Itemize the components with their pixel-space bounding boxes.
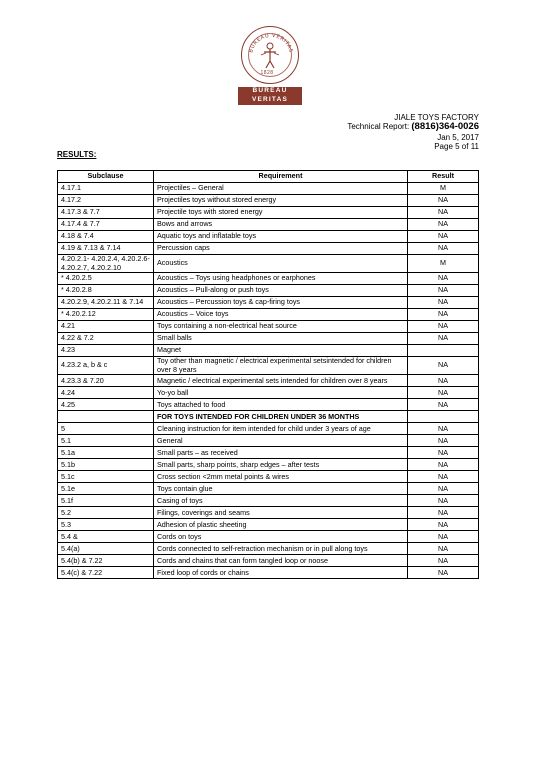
- table-row: [58, 483, 479, 495]
- cell-requirement: Acoustics: [154, 255, 408, 273]
- table-row: [58, 255, 479, 273]
- cell-requirement: Filings, coverings and seams: [154, 507, 408, 519]
- wordmark-top: BUREAU: [252, 87, 288, 94]
- cell-result: NA: [408, 447, 479, 459]
- cell-result: NA: [408, 459, 479, 471]
- table-row: [58, 321, 479, 333]
- table-row: [58, 285, 479, 297]
- cell-result: NA: [408, 285, 479, 297]
- table-row: [58, 333, 479, 345]
- cell-requirement: Cleaning instruction for item intended for child under 3 years of age: [154, 423, 408, 435]
- table-row: [58, 519, 479, 531]
- cell-result: NA: [408, 297, 479, 309]
- table-row: [58, 387, 479, 399]
- report-label: Technical Report:: [347, 122, 412, 131]
- cell-subclause: 5.4(a): [58, 543, 154, 555]
- cell-requirement: Projectile toys with stored energy: [154, 207, 408, 219]
- table-row: [58, 567, 479, 579]
- cell-requirement: Acoustics – Percussion toys & cap-firing toys: [154, 297, 408, 309]
- cell-result: NA: [408, 507, 479, 519]
- cell-result: NA: [408, 495, 479, 507]
- table-row: [58, 471, 479, 483]
- table-row: [58, 435, 479, 447]
- table-section-row: [58, 411, 479, 423]
- cell-requirement: Projectiles toys without stored energy: [154, 195, 408, 207]
- table-row: [58, 297, 479, 309]
- cell-requirement: FOR TOYS INTENDED FOR CHILDREN UNDER 36 MONTHS: [154, 411, 408, 423]
- cell-result: NA: [408, 321, 479, 333]
- factory-name: JIALE TOYS FACTORY: [394, 113, 479, 122]
- cell-subclause: 5.1f: [58, 495, 154, 507]
- cell-requirement: Toys attached to food: [154, 399, 408, 411]
- table-row: [58, 495, 479, 507]
- page-number: Page 5 of 11: [434, 142, 479, 151]
- table-row: [58, 243, 479, 255]
- cell-subclause: * 4.20.2.5: [58, 273, 154, 285]
- logo-ring: [242, 27, 300, 85]
- cell-subclause: 4.20.2.9, 4.20.2.11 & 7.14: [58, 297, 154, 309]
- report-number: (8816)364-0026: [411, 121, 479, 132]
- cell-result: [408, 411, 479, 423]
- cell-requirement: Casing of toys: [154, 495, 408, 507]
- cell-result: NA: [408, 195, 479, 207]
- table-row: [58, 543, 479, 555]
- table-row: [58, 555, 479, 567]
- cell-requirement: Toys contain glue: [154, 483, 408, 495]
- cell-subclause: 4.25: [58, 399, 154, 411]
- table-row: [58, 309, 479, 321]
- cell-result: NA: [408, 309, 479, 321]
- table-row: [58, 447, 479, 459]
- cell-requirement: Cords and chains that can form tangled loop or noose: [154, 555, 408, 567]
- cell-subclause: 4.17.1: [58, 183, 154, 195]
- table-row: [58, 195, 479, 207]
- cell-subclause: * 4.20.2.8: [58, 285, 154, 297]
- cell-subclause: [58, 411, 154, 423]
- cell-requirement: Aquatic toys and inflatable toys: [154, 231, 408, 243]
- cell-subclause: 5.1c: [58, 471, 154, 483]
- cell-result: NA: [408, 483, 479, 495]
- cell-subclause: 5.1a: [58, 447, 154, 459]
- cell-result: NA: [408, 387, 479, 399]
- table-row: [58, 183, 479, 195]
- table-row: [58, 345, 479, 357]
- cell-result: [408, 345, 479, 357]
- cell-subclause: * 4.20.2.12: [58, 309, 154, 321]
- cell-subclause: 5.3: [58, 519, 154, 531]
- logo-year: 1828: [260, 70, 274, 76]
- table-row: [58, 273, 479, 285]
- cell-requirement: Small parts – as received: [154, 447, 408, 459]
- cell-result: NA: [408, 219, 479, 231]
- cell-subclause: 5.1b: [58, 459, 154, 471]
- table-row: [58, 399, 479, 411]
- cell-subclause: 4.17.4 & 7.7: [58, 219, 154, 231]
- column-header-result: Result: [408, 171, 479, 183]
- cell-subclause: 4.17.3 & 7.7: [58, 207, 154, 219]
- cell-result: M: [408, 255, 479, 273]
- cell-subclause: 4.23: [58, 345, 154, 357]
- cell-subclause: 5.4 &: [58, 531, 154, 543]
- cell-result: NA: [408, 435, 479, 447]
- cell-subclause: 4.23.2 a, b & c: [58, 357, 154, 375]
- cell-subclause: 5.4(c) & 7.22: [58, 567, 154, 579]
- cell-requirement: Cords on toys: [154, 531, 408, 543]
- logo-wordmark: [238, 87, 302, 105]
- cell-requirement: Cross section <2mm metal points & wires: [154, 471, 408, 483]
- cell-result: NA: [408, 543, 479, 555]
- cell-subclause: 5.1e: [58, 483, 154, 495]
- cell-requirement: Fixed loop of cords or chains: [154, 567, 408, 579]
- cell-requirement: Cords connected to self-retraction mechanism or in pull along toys: [154, 543, 408, 555]
- cell-requirement: Acoustics – Pull-along or push toys: [154, 285, 408, 297]
- cell-subclause: 4.22 & 7.2: [58, 333, 154, 345]
- svg-text:BUREAU VERITAS: BUREAU VERITAS: [248, 32, 294, 54]
- table-row: [58, 219, 479, 231]
- cell-result: NA: [408, 519, 479, 531]
- cell-requirement: Toys containing a non-electrical heat source: [154, 321, 408, 333]
- cell-requirement: Acoustics – Voice toys: [154, 309, 408, 321]
- cell-requirement: Percussion caps: [154, 243, 408, 255]
- column-header-subclause: Subclause: [58, 171, 154, 183]
- cell-subclause: 4.18 & 7.4: [58, 231, 154, 243]
- report-line: [347, 122, 479, 132]
- cell-requirement: Adhesion of plastic sheeting: [154, 519, 408, 531]
- cell-subclause: 4.21: [58, 321, 154, 333]
- table-row: [58, 375, 479, 387]
- cell-requirement: Projectiles – General: [154, 183, 408, 195]
- cell-requirement: Bows and arrows: [154, 219, 408, 231]
- cell-subclause: 5.4(b) & 7.22: [58, 555, 154, 567]
- cell-subclause: 4.24: [58, 387, 154, 399]
- cell-requirement: Yo-yo ball: [154, 387, 408, 399]
- cell-result: NA: [408, 273, 479, 285]
- cell-requirement: General: [154, 435, 408, 447]
- cell-result: NA: [408, 531, 479, 543]
- cell-requirement: Small parts, sharp points, sharp edges – after tests: [154, 459, 408, 471]
- report-date: Jan 5, 2017: [437, 133, 479, 142]
- table-row: [58, 531, 479, 543]
- cell-subclause: 5.2: [58, 507, 154, 519]
- table-row: [58, 207, 479, 219]
- table-row: [58, 507, 479, 519]
- cell-subclause: 4.19 & 7.13 & 7.14: [58, 243, 154, 255]
- cell-result: NA: [408, 207, 479, 219]
- cell-subclause: 4.20.2.1- 4.20.2.4, 4.20.2.6-4.20.2.7, 4.20.2.10: [58, 255, 154, 273]
- cell-subclause: 4.17.2: [58, 195, 154, 207]
- cell-subclause: 5: [58, 423, 154, 435]
- cell-result: NA: [408, 423, 479, 435]
- cell-result: NA: [408, 231, 479, 243]
- cell-requirement: Small balls: [154, 333, 408, 345]
- cell-result: NA: [408, 471, 479, 483]
- cell-result: NA: [408, 333, 479, 345]
- wordmark-bottom: VERITAS: [251, 95, 289, 103]
- cell-requirement: Magnet: [154, 345, 408, 357]
- cell-result: NA: [408, 567, 479, 579]
- column-header-requirement: Requirement: [154, 171, 408, 183]
- cell-requirement: Magnetic / electrical experimental sets intended for children over 8 years: [154, 375, 408, 387]
- cell-result: NA: [408, 357, 479, 375]
- cell-subclause: 4.23.3 & 7.20: [58, 375, 154, 387]
- cell-subclause: 5.1: [58, 435, 154, 447]
- results-table: [57, 170, 479, 579]
- cell-requirement: Acoustics – Toys using headphones or earphones: [154, 273, 408, 285]
- cell-result: M: [408, 183, 479, 195]
- results-heading: RESULTS:: [57, 150, 97, 159]
- cell-result: NA: [408, 555, 479, 567]
- table-row: [58, 423, 479, 435]
- table-row: [58, 459, 479, 471]
- table-header-row: [58, 171, 479, 183]
- table-row: [58, 231, 479, 243]
- cell-result: NA: [408, 243, 479, 255]
- bureau-veritas-logo: [238, 26, 304, 104]
- cell-requirement: Toy other than magnetic / electrical experimental setsintended for children over 8 years: [154, 357, 408, 375]
- cell-result: NA: [408, 375, 479, 387]
- table-row: [58, 357, 479, 375]
- cell-result: NA: [408, 399, 479, 411]
